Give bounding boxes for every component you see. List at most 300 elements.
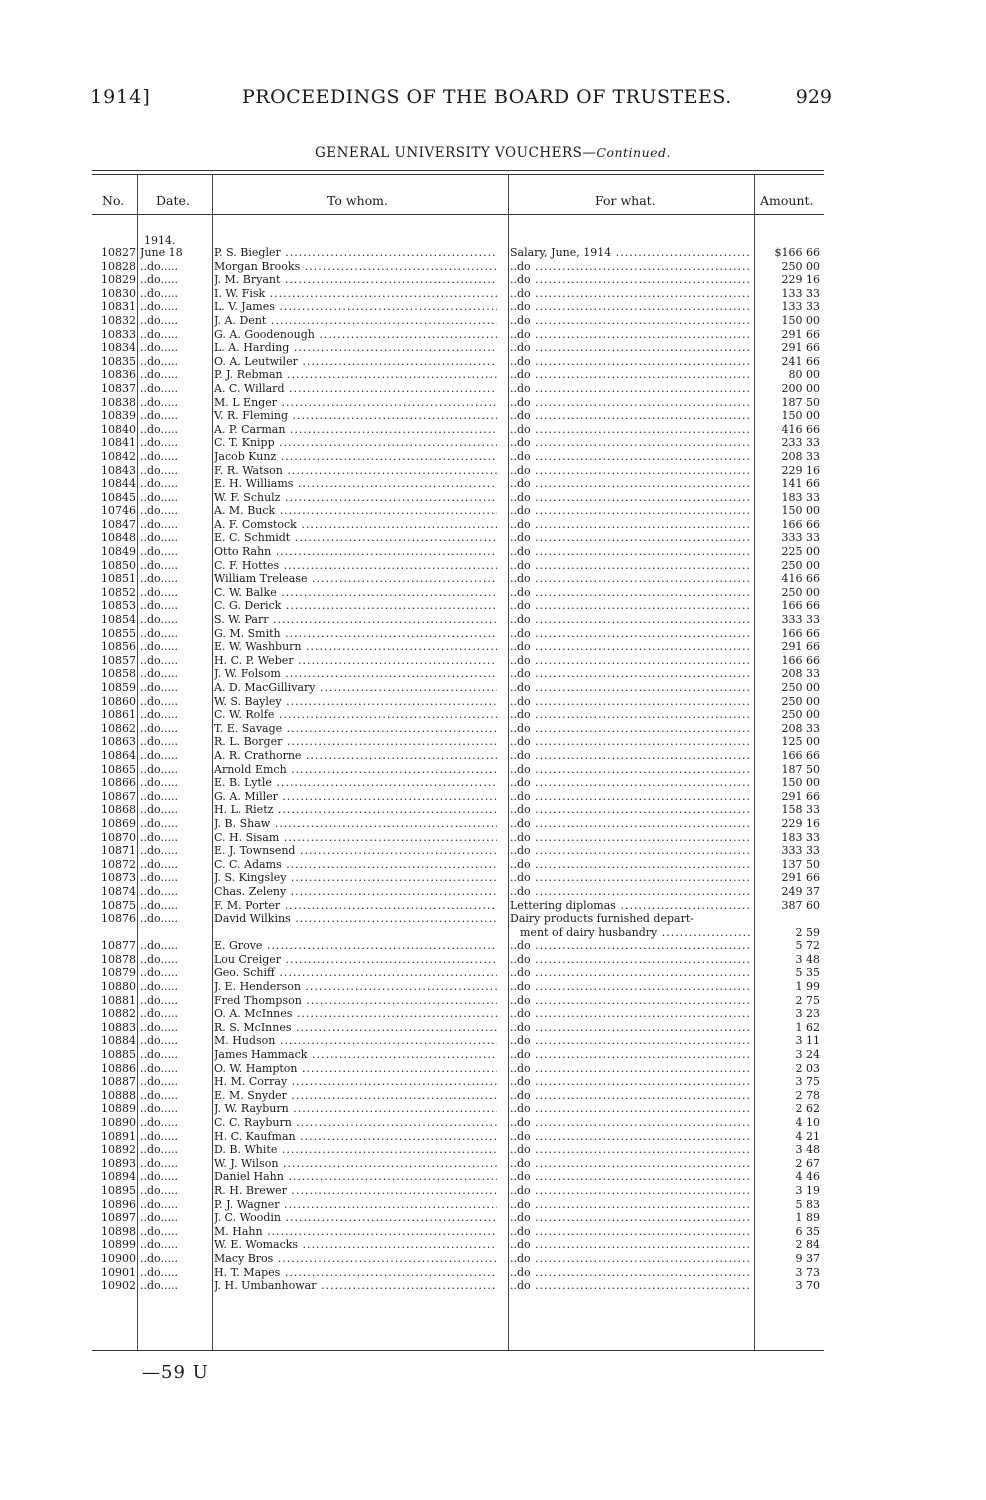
voucher-date: ..do..... [140,1265,178,1279]
voucher-number: 10858 [101,667,136,681]
voucher-date: ..do..... [140,1279,178,1293]
purpose: ..do ..... [510,1021,750,1035]
purpose: ..do ..... [510,586,750,600]
voucher-date: ..do..... [140,626,178,640]
voucher-number: 10896 [101,1197,136,1211]
amount: 2 84 [795,1238,820,1252]
purpose: ..do ..... [510,328,750,342]
table-row [92,735,824,749]
header-bottom-rule [92,214,824,215]
voucher-number: 10870 [101,830,136,844]
table-row [92,1130,824,1144]
table-row [92,939,824,953]
amount: 208 33 [781,721,820,735]
amount: 416 66 [781,422,820,436]
voucher-date: ..do..... [140,531,178,545]
purpose: ..do ..... [510,572,750,586]
amount: 291 66 [781,327,820,341]
voucher-date: ..do..... [140,857,178,871]
payee-name: J. H. Umbanhowar ..... [214,1279,497,1293]
voucher-date: ..do..... [140,735,178,749]
voucher-number: 10836 [101,368,136,382]
payee-name: L. A. Harding ..... [214,341,497,355]
voucher-number: 10877 [101,939,136,953]
payee-name: C. C. Adams ..... [214,858,497,872]
purpose: ..do ..... [510,844,750,858]
payee-name: W. E. Womacks ..... [214,1238,497,1252]
purpose: ..do ..... [510,491,750,505]
purpose: ..do ..... [510,273,750,287]
payee-name: E. B. Lytle ..... [214,776,497,790]
purpose: ..do ..... [510,355,750,369]
voucher-date: ..do..... [140,1238,178,1252]
payee-name: Macy Bros ..... [214,1252,497,1266]
col-header-amount: Amount. [760,193,814,208]
table-row [92,1062,824,1076]
amount: 3 24 [795,1048,820,1062]
payee-name: W. F. Schulz ..... [214,491,497,505]
amount: 166 66 [781,653,820,667]
payee-name: C. T. Knipp ..... [214,436,497,450]
table-row [92,396,824,410]
table-row [92,695,824,709]
payee-name: O. A. McInnes ..... [214,1007,497,1021]
voucher-date: ..do..... [140,449,178,463]
purpose: ..do ..... [510,980,750,994]
voucher-date: ..do..... [140,844,178,858]
purpose: ..do ..... [510,1007,750,1021]
purpose: ..do ..... [510,1170,750,1184]
table-row [92,871,824,885]
amount: 208 33 [781,667,820,681]
table-row [92,613,824,627]
voucher-date: ..do..... [140,585,178,599]
voucher-date: ..do..... [140,395,178,409]
payee-name: R. H. Brewer ..... [214,1184,497,1198]
voucher-number: 10859 [101,681,136,694]
amount: 241 66 [781,354,820,368]
table-row [92,586,824,600]
table-row [92,1102,824,1116]
header-title: PROCEEDINGS OF THE BOARD OF TRUSTEES. [242,86,732,108]
payee-name: Daniel Hahn ..... [214,1170,497,1184]
amount: 291 66 [781,640,820,654]
voucher-date: ..do..... [140,1020,178,1034]
voucher-number: 10862 [101,721,136,735]
voucher-number: 10850 [101,558,136,572]
voucher-date: ..do..... [140,871,178,885]
table-row [92,980,824,994]
amount: 1 99 [795,980,820,994]
purpose: ..do ..... [510,654,750,668]
voucher-date: ..do..... [140,409,178,423]
purpose: ..do ..... [510,1225,750,1239]
amount: 2 59 [795,925,820,939]
payee-name: A. P. Carman ..... [214,423,497,437]
voucher-date: ..do..... [140,640,178,654]
purpose: ..do ..... [510,287,750,301]
payee-name: J. W. Folsom ..... [214,667,497,681]
amount: 3 11 [795,1034,820,1048]
table-row [92,1116,824,1130]
amount: 3 70 [795,1279,820,1293]
voucher-number: 10842 [101,449,136,463]
purpose: ..do ..... [510,1102,750,1116]
voucher-number: 10844 [101,477,136,491]
payee-name: William Trelease ..... [214,572,497,586]
table-row [92,831,824,845]
payee-name: E. M. Snyder ..... [214,1089,497,1103]
payee-name: Otto Rahn ..... [214,545,497,559]
purpose: ..do ..... [510,735,750,749]
table-row [92,1048,824,1062]
table-row [92,436,824,450]
amount: 3 48 [795,952,820,966]
voucher-date: ..do..... [140,1102,178,1116]
voucher-date: ..do..... [140,830,178,844]
table-row [92,1021,824,1035]
purpose: ..do ..... [510,790,750,804]
amount: 249 37 [781,884,820,898]
voucher-date: ..do..... [140,748,178,762]
purpose: ..do ..... [510,300,750,314]
purpose: ..do ..... [510,409,750,423]
table-row [92,790,824,804]
table-row [92,858,824,872]
payee-name: C. F. Hottes ..... [214,559,497,573]
purpose-continued: ment of dairy husbandry ..... [520,926,750,940]
voucher-date: ..do..... [140,327,178,341]
amount: 3 48 [795,1143,820,1157]
purpose: ..do ..... [510,1089,750,1103]
voucher-number: 10875 [101,898,136,912]
table-row [92,1157,824,1171]
payee-name: I. W. Fisk ..... [214,287,497,301]
payee-name: A. D. MacGillivary ..... [214,681,497,695]
table-row [92,966,824,980]
voucher-date: ..do..... [140,789,178,803]
purpose: ..do ..... [510,1143,750,1157]
amount: 5 72 [795,939,820,953]
payee-name: M. Hahn ..... [214,1225,497,1239]
voucher-date: ..do..... [140,504,178,518]
amount: 229 16 [781,816,820,830]
payee-name: C. W. Rolfe ..... [214,708,497,722]
voucher-number: 10829 [101,273,136,287]
amount: 333 33 [781,613,820,627]
table-row [92,599,824,613]
payee-name: Arnold Emch ..... [214,763,497,777]
table-row [92,749,824,763]
payee-name: V. R. Fleming ..... [214,409,497,423]
table-row [92,531,824,545]
amount: 333 33 [781,844,820,858]
voucher-date: ..do..... [140,1211,178,1225]
voucher-number: 10860 [101,694,136,708]
table-row [92,817,824,831]
payee-name: J. A. Dent ..... [214,314,497,328]
amount: 141 66 [781,477,820,491]
table-row [92,572,824,586]
voucher-date: ..do..... [140,368,178,382]
purpose: ..do ..... [510,1116,750,1130]
voucher-number: 10827 [101,246,136,259]
payee-name: Lou Creiger ..... [214,953,497,967]
voucher-date: ..do..... [140,1034,178,1048]
table-row [92,681,824,695]
table-row [92,667,824,681]
voucher-date: ..do..... [140,803,178,817]
purpose: ..do ..... [510,1062,750,1076]
voucher-number: 10900 [101,1251,136,1265]
purpose: ..do ..... [510,382,750,396]
top-rule-2 [92,174,824,175]
voucher-date: ..do..... [140,1007,178,1021]
table-row [92,491,824,505]
table-row [92,450,824,464]
year-label: 1914. [144,234,176,247]
amount: 5 35 [795,966,820,980]
voucher-number: 10849 [101,545,136,559]
purpose: ..do ..... [510,953,750,967]
purpose: ..do ..... [510,1252,750,1266]
amount: 166 66 [781,599,820,613]
amount: 4 10 [795,1116,820,1129]
purpose: ..do ..... [510,1266,750,1280]
amount: 250 00 [781,681,820,694]
voucher-number: 10899 [101,1238,136,1252]
payee-name: C. H. Sisam ..... [214,831,497,845]
voucher-number: 10856 [101,640,136,654]
amount: 3 73 [795,1265,820,1279]
voucher-number: 10831 [101,300,136,314]
payee-name: H. M. Corray ..... [214,1075,497,1089]
voucher-number: 10834 [101,341,136,355]
voucher-number: 10867 [101,789,136,803]
voucher-number: 10888 [101,1088,136,1102]
amount: 158 33 [781,803,820,817]
payee-name: L. V. James ..... [214,300,497,314]
purpose: Salary, June, 1914 ..... [510,246,750,260]
voucher-number: 10868 [101,803,136,817]
voucher-number: 10878 [101,952,136,966]
amount: 1 62 [795,1020,820,1034]
payee-name: G. A. Miller ..... [214,790,497,804]
purpose: ..do ..... [510,1075,750,1089]
voucher-number: 10837 [101,381,136,395]
amount: 3 23 [795,1007,820,1021]
payee-name: E. Grove ..... [214,939,497,953]
amount: 187 50 [781,395,820,409]
amount: 137 50 [781,857,820,871]
purpose: Lettering diplomas ..... [510,899,750,913]
table-row [92,708,824,722]
voucher-number: 10871 [101,844,136,858]
payee-name: Chas. Zeleny ..... [214,885,497,899]
voucher-date: ..do..... [140,490,178,504]
amount: 6 35 [795,1224,820,1238]
amount: 2 03 [795,1061,820,1075]
voucher-date: ..do..... [140,545,178,559]
amount: 291 66 [781,871,820,885]
table-row [92,314,824,328]
section-title [0,145,986,161]
table-row [92,1211,824,1225]
payee-name: O. W. Hampton ..... [214,1062,497,1076]
voucher-number: 10841 [101,436,136,450]
amount: 150 00 [781,409,820,423]
amount: 291 66 [781,789,820,803]
amount: 291 66 [781,341,820,355]
table-row [92,1007,824,1021]
table-row [92,1225,824,1239]
voucher-number: 10881 [101,993,136,1007]
payee-name: S. W. Parr ..... [214,613,497,627]
voucher-number: 10847 [101,517,136,531]
amount: 250 00 [781,558,820,572]
amount: 166 66 [781,626,820,640]
voucher-date: ..do..... [140,300,178,314]
amount: 2 75 [795,993,820,1007]
table-row [92,654,824,668]
voucher-date: ..do..... [140,762,178,776]
payee-name: C. W. Balke ..... [214,586,497,600]
voucher-number: 10848 [101,531,136,545]
voucher-number: 10891 [101,1129,136,1143]
amount: 150 00 [781,504,820,518]
table-row [92,464,824,478]
payee-name: J. E. Henderson ..... [214,980,497,994]
voucher-number: 10895 [101,1183,136,1197]
payee-name: J. B. Shaw ..... [214,817,497,831]
amount: 416 66 [781,572,820,586]
voucher-date: ..do..... [140,884,178,898]
amount: 1 89 [795,1211,820,1225]
payee-name: E. H. Williams ..... [214,477,497,491]
purpose: ..do ..... [510,667,750,681]
voucher-date: ..do..... [140,341,178,355]
voucher-date: ..do..... [140,681,178,694]
voucher-number: 10872 [101,857,136,871]
purpose: ..do ..... [510,749,750,763]
amount: 208 33 [781,449,820,463]
table-row [92,994,824,1008]
voucher-number: 10894 [101,1170,136,1184]
voucher-date: ..do..... [140,463,178,477]
purpose: ..do ..... [510,559,750,573]
voucher-number: 10851 [101,572,136,586]
voucher-number: 10893 [101,1156,136,1170]
voucher-number: 10884 [101,1034,136,1048]
payee-name: P. J. Wagner ..... [214,1198,497,1212]
purpose: ..do ..... [510,708,750,722]
amount: 5 83 [795,1197,820,1211]
amount: 166 66 [781,748,820,762]
amount: 80 00 [788,368,820,382]
voucher-date: ..do..... [140,599,178,613]
table-bottom-rule [92,1350,824,1351]
purpose: ..do ..... [510,341,750,355]
payee-name: D. B. White ..... [214,1143,497,1157]
amount: $166 66 [774,246,820,259]
payee-name: H. L. Rietz ..... [214,803,497,817]
purpose: ..do ..... [510,1034,750,1048]
amount: 387 60 [781,898,820,912]
purpose: ..do ..... [510,545,750,559]
table-row [92,260,824,274]
voucher-number: 10880 [101,980,136,994]
voucher-date: ..do..... [140,436,178,450]
col-header-date: Date. [156,193,190,208]
payee-name: Jacob Kunz ..... [214,450,497,464]
purpose: ..do ..... [510,531,750,545]
table-row [92,477,824,491]
payee-name: H. C. Kaufman ..... [214,1130,497,1144]
table-row [92,368,824,382]
voucher-date: ..do..... [140,286,178,300]
table-row [92,382,824,396]
voucher-number: 10874 [101,884,136,898]
purpose: ..do ..... [510,817,750,831]
voucher-date: ..do..... [140,694,178,708]
voucher-date: ..do..... [140,912,178,926]
page-number: 929 [795,86,832,108]
purpose: ..do ..... [510,763,750,777]
payee-name: M. L Enger ..... [214,396,497,410]
table-row [92,300,824,314]
table-row [92,722,824,736]
table-row [92,559,824,573]
payee-name: A. F. Comstock ..... [214,518,497,532]
amount: 250 00 [781,585,820,599]
payee-name: Morgan Brooks ..... [214,260,497,274]
voucher-number: 10902 [101,1279,136,1293]
purpose: ..do ..... [510,994,750,1008]
voucher-number: 10879 [101,966,136,980]
amount: 250 00 [781,694,820,708]
amount: 2 67 [795,1156,820,1170]
payee-name: P. S. Biegler ..... [214,246,497,260]
voucher-number: 10885 [101,1048,136,1062]
table-row [92,640,824,654]
voucher-number: 10873 [101,871,136,885]
purpose: ..do ..... [510,1211,750,1225]
amount: 3 75 [795,1075,820,1089]
payee-name: James Hammack ..... [214,1048,497,1062]
voucher-number: 10890 [101,1116,136,1129]
payee-name: E. J. Townsend ..... [214,844,497,858]
voucher-number: 10887 [101,1075,136,1089]
purpose: ..do ..... [510,1184,750,1198]
purpose: ..do ..... [510,396,750,410]
voucher-number: 10746 [101,504,136,518]
amount: 9 37 [795,1251,820,1265]
purpose: ..do ..... [510,966,750,980]
payee-name: M. Hudson ..... [214,1034,497,1048]
payee-name: C. C. Rayburn ..... [214,1116,497,1130]
table-row [92,1075,824,1089]
purpose: ..do ..... [510,477,750,491]
section-title-suffix: Continued. [596,145,672,160]
voucher-date: ..do..... [140,1170,178,1184]
purpose: ..do ..... [510,1279,750,1293]
amount: 229 16 [781,463,820,477]
voucher-date: ..do..... [140,816,178,830]
voucher-number: 10857 [101,653,136,667]
voucher-date: ..do..... [140,354,178,368]
voucher-date: ..do..... [140,422,178,436]
voucher-number: 10883 [101,1020,136,1034]
